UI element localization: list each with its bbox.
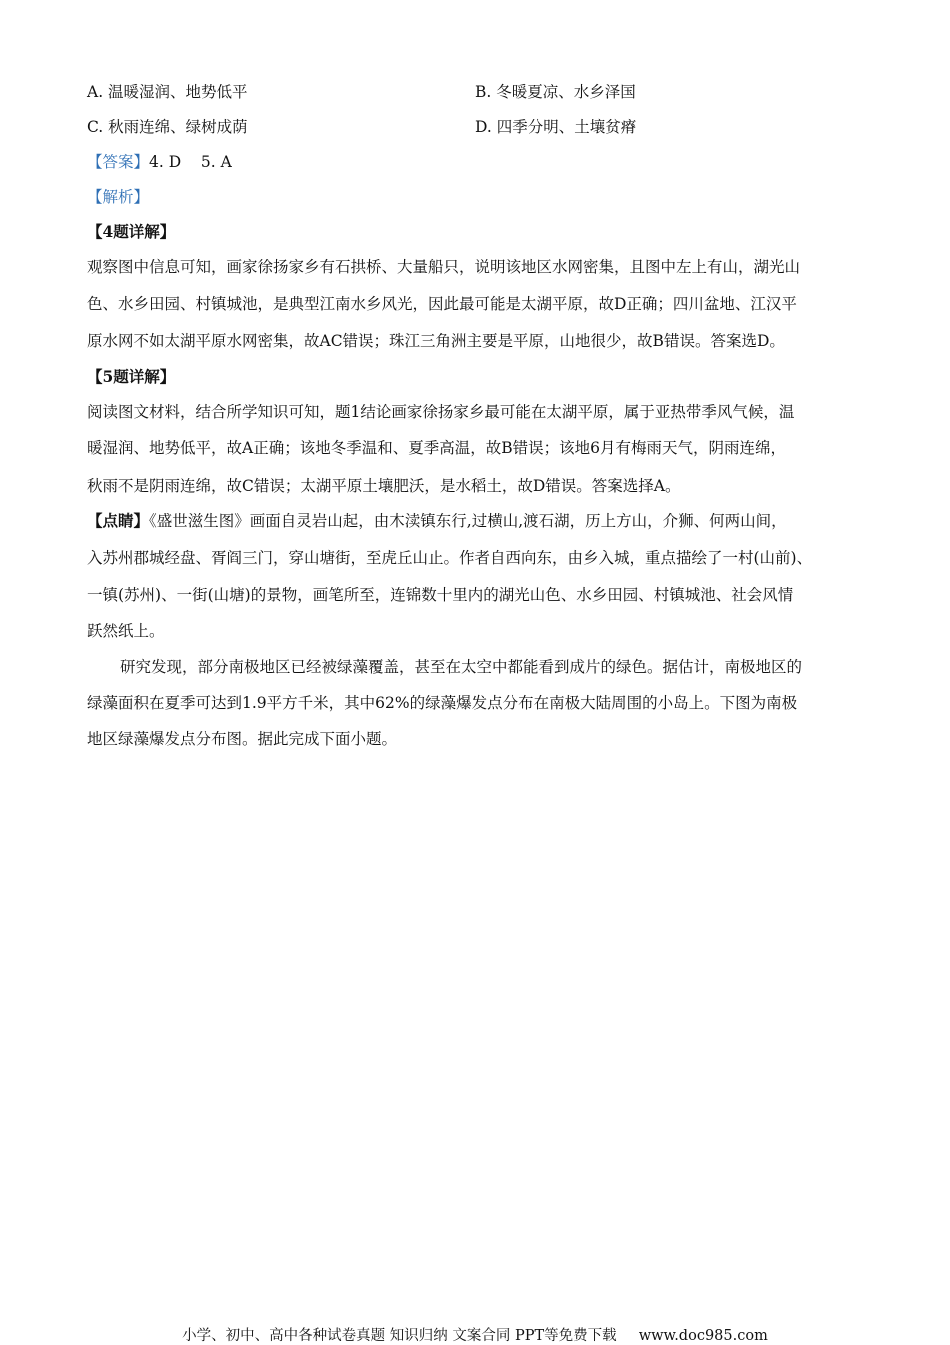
q4-heading: 【4题详解】 <box>87 222 176 241</box>
tip-line: 入苏州郡城经盘、胥阎三门，穿山塘街，至虎丘山止。作者自西向东，由乡入城，重点描绘了一村(山前)、 <box>87 549 813 567</box>
q5-line: 暖湿润、地势低平，故A正确；该地冬季温和、夏季高温，故B错误；该地6月有梅雨天气，阴雨连绵， <box>87 439 786 457</box>
option-d: D. 四季分明、土壤贫瘠 <box>475 118 637 136</box>
option-c: C. 秋雨连绵、绿树成荫 <box>87 118 248 136</box>
option-b: B. 冬暖夏凉、水乡泽国 <box>475 83 636 101</box>
tip-tag: 【点睛】 <box>87 511 150 530</box>
q5-line: 秋雨不是阴雨连绵，故C错误；太湖平原土壤肥沃，是水稻土，故D错误。答案选择A。 <box>87 477 681 495</box>
answer-line <box>87 152 232 172</box>
option-a: A. 温暖湿润、地势低平 <box>87 83 248 101</box>
q4-line: 观察图中信息可知，画家徐扬家乡有石拱桥、大量船只，说明该地区水网密集，且图中左上有山，湖光山 <box>87 258 801 276</box>
page-footer <box>0 1324 950 1345</box>
answer-tag: 【答案】 <box>87 153 150 171</box>
q4-line: 色、水乡田园、村镇城池，是典型江南水乡风光，因此最可能是太湖平原，故D正确；四川盆地、江汉平 <box>87 295 797 313</box>
tip-first-text: 《盛世滋生图》画面自灵岩山起，由木渎镇东行,过横山,渡石湖，历上方山，介狮、何两山间， <box>149 512 787 530</box>
passage-line: 绿藻面积在夏季可达到1.9平方千米，其中62%的绿藻爆发点分布在南极大陆周围的小岛上。下图为南极 <box>87 694 798 712</box>
tip-first-line <box>87 511 867 531</box>
footer-text: 小学、初中、高中各种试卷真题 知识归纳 文案合同 PPT等免费下载 <box>182 1328 617 1344</box>
passage-line: 研究发现，部分南极地区已经被绿藻覆盖，甚至在太空中都能看到成片的绿色。据估计，南极地区的 <box>120 658 803 676</box>
answer-value: 4. D 5. A <box>149 153 232 171</box>
q5-line: 阅读图文材料，结合所学知识可知，题1结论画家徐扬家乡最可能在太湖平原，属于亚热带季风气候，温 <box>87 403 795 421</box>
q5-heading: 【5题详解】 <box>87 367 176 386</box>
tip-line: 一镇(苏州)、一街(山塘)的景物，画笔所至，连锦数十里内的湖光山色、水乡田园、村镇城池、社会风情 <box>87 586 794 604</box>
q4-line: 原水网不如太湖平原水网密集，故AC错误；珠江三角洲主要是平原，山地很少，故B错误。答案选D。 <box>87 332 785 350</box>
analysis-tag: 【解析】 <box>87 188 150 206</box>
tip-line: 跃然纸上。 <box>87 622 165 640</box>
passage-line: 地区绿藻爆发点分布图。据此完成下面小题。 <box>87 730 398 748</box>
footer-url[interactable]: www.doc985.com <box>638 1328 768 1344</box>
